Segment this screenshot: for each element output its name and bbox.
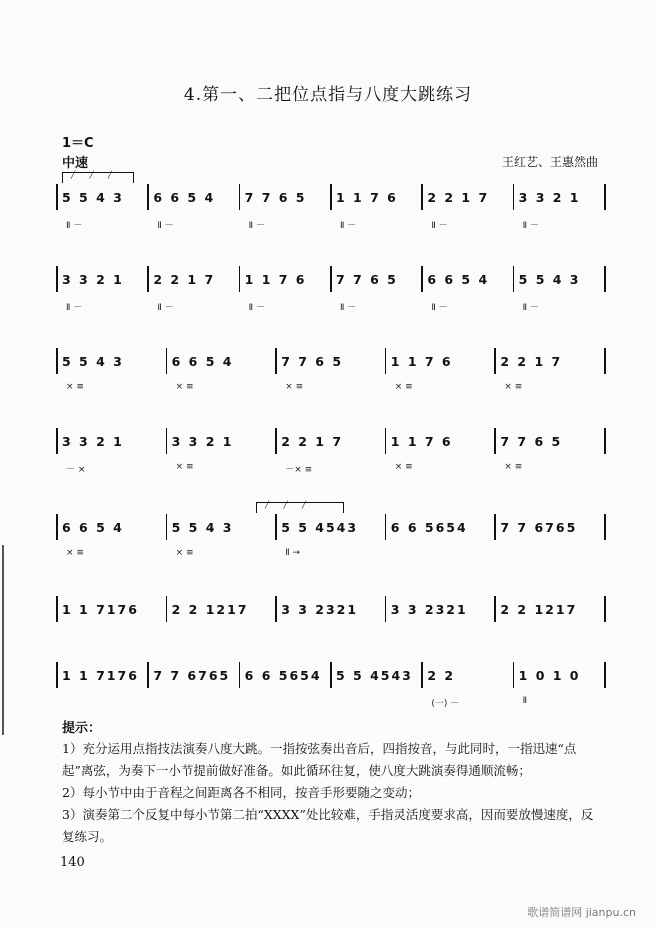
bar-line: [239, 662, 241, 688]
measure: 5 5 4543: [281, 520, 359, 535]
fingering-mark: Ⅱ: [522, 696, 528, 706]
measure: 5 5 4 3: [171, 520, 234, 535]
bar-line: [604, 514, 606, 540]
bar-line: [330, 662, 332, 688]
fingering-row: [56, 300, 604, 314]
measure: 3 3 2321: [390, 602, 468, 617]
bar-line: [385, 428, 387, 454]
measure: 5 5 4 3: [518, 272, 581, 287]
fingering-row: [56, 382, 604, 396]
bar-line: [421, 266, 423, 292]
fingering-mark: × ≡: [66, 548, 84, 558]
measure: 2 2 1 7: [500, 354, 563, 369]
fingering-row: [56, 218, 604, 232]
fingering-mark: × ≡: [175, 462, 194, 472]
bar-line: [56, 428, 58, 454]
staff-line: [56, 178, 604, 248]
measure: 2 2: [427, 668, 456, 683]
bar-line: [239, 184, 241, 210]
measure: 3 3 2 1: [518, 190, 581, 205]
bar-line: [166, 348, 168, 374]
fingering-mark: [330, 696, 421, 710]
bar-line: [421, 184, 423, 210]
fingering-mark: × ≡: [394, 462, 413, 472]
bar-line: [604, 348, 606, 374]
measure: 7 7 6765: [500, 520, 578, 535]
fingering-mark: [275, 630, 385, 644]
bar-line: [275, 514, 277, 540]
measure: 6 6 5 4: [62, 520, 124, 535]
fingering-mark: Ⅱ －: [66, 221, 83, 231]
measure: 2 2 1217: [500, 602, 578, 617]
fingering-mark: Ⅱ －: [66, 303, 83, 313]
fingering-mark: Ⅱ －: [339, 221, 357, 231]
composer-credit: 王红艺、王惠然曲: [501, 155, 598, 169]
measure: 6 6 5654: [390, 520, 468, 535]
bar-line: [275, 348, 277, 374]
fingering-row: [56, 462, 604, 476]
bar-line: [604, 266, 606, 292]
fingering-mark: Ⅱ －: [431, 303, 448, 313]
fingering-mark: Ⅱ －: [248, 303, 265, 313]
tip-3: 3）演奏第二个反复中每小节第二拍“XXXX”处比较难，手指灵活度要求高，因而要放慢速度，反复练习。: [62, 807, 594, 844]
bar-line: [330, 184, 332, 210]
measure: 3 3 2 1: [62, 272, 124, 287]
bar-line: [494, 348, 496, 374]
measure: 5 5 4 3: [62, 190, 124, 205]
fingering-mark: Ⅱ －: [157, 221, 174, 231]
fingering-mark: Ⅱ －: [522, 221, 539, 231]
measure: 7 7 6 5: [281, 354, 344, 369]
measure: 2 2 1217: [171, 602, 249, 617]
slur-bracket: [62, 172, 134, 183]
measure: 1 0 1 0: [518, 668, 581, 683]
bar-line: [275, 596, 277, 622]
fingering-mark: Ⅱ －: [157, 303, 174, 313]
fingering-mark: －× ≡: [285, 465, 313, 475]
measure: 1 1 7 6: [390, 354, 453, 369]
bar-line: [494, 428, 496, 454]
fingering-mark: [239, 696, 330, 710]
bar-line: [147, 266, 149, 292]
bar-line: [494, 596, 496, 622]
fingering-mark: [56, 696, 147, 710]
fingering-mark: [147, 696, 238, 710]
measure: 2 2 1 7: [427, 190, 490, 205]
bar-line: [166, 428, 168, 454]
bar-line: [56, 662, 58, 688]
staff-line: [56, 508, 604, 578]
bar-line: [385, 514, 387, 540]
bar-line: [513, 266, 515, 292]
measure: 6 6 5 4: [171, 354, 234, 369]
fingering-row: [56, 630, 604, 644]
fingering-mark: [494, 630, 604, 644]
measure: 7 7 6765: [153, 668, 231, 683]
fingering-row: [56, 548, 604, 562]
fingering-row: [56, 696, 604, 710]
fingering-mark: [494, 548, 604, 562]
staff-line: [56, 422, 604, 492]
bar-line: [494, 514, 496, 540]
bar-line: [513, 184, 515, 210]
measure: 7 7 6 5: [500, 434, 563, 449]
fingering-mark: × ≡: [175, 548, 194, 558]
fingering-mark: × ≡: [394, 382, 413, 392]
fingering-mark: Ⅱ →: [285, 548, 301, 558]
staff-line: [56, 342, 604, 412]
measure: 6 6 5 4: [427, 272, 490, 287]
tempo-marking: 中速: [62, 156, 89, 171]
measure: 6 6 5 4: [153, 190, 216, 205]
bar-line: [239, 266, 241, 292]
bar-line: [385, 348, 387, 374]
bar-line: [385, 596, 387, 622]
bar-line: [147, 662, 149, 688]
measure: 1 1 7 6: [390, 434, 453, 449]
fingering-mark: Ⅱ －: [339, 303, 357, 313]
bar-line: [604, 662, 606, 688]
measure: 1 1 7 6: [335, 190, 398, 205]
fingering-mark: [385, 548, 495, 562]
bar-line: [604, 184, 606, 210]
fingering-mark: × ≡: [285, 382, 304, 392]
measure: 3 3 2321: [281, 602, 359, 617]
staff-line: [56, 260, 604, 330]
measure: 3 3 2 1: [171, 434, 234, 449]
fingering-mark: × ≡: [504, 382, 523, 392]
tip-2: 2）每小节中由于音程之间距离各不相同，按音手形要随之变动；: [62, 785, 420, 800]
measure: 5 5 4 3: [62, 354, 124, 369]
bar-line: [513, 662, 515, 688]
bar-line: [56, 348, 58, 374]
bar-line: [166, 596, 168, 622]
bar-line: [56, 596, 58, 622]
fingering-mark: × ≡: [66, 382, 84, 392]
staff-line: [56, 590, 604, 660]
fingering-mark: Ⅱ －: [522, 303, 539, 313]
measure: 2 2 1 7: [153, 272, 216, 287]
tip-1: 1）充分运用点指技法演奏八度大跳。一指按弦奏出音后，四指按音，与此同时，一指迅速“点起”离弦，为奏下一小节提前做好准备。如此循环往复，使八度大跳演奏得通顺流畅；: [62, 741, 577, 778]
fingering-mark: － ×: [66, 465, 86, 475]
fingering-mark: × ≡: [175, 382, 194, 392]
staff-line: [56, 656, 604, 726]
measure: 1 1 7176: [62, 602, 139, 617]
measure: 6 6 5654: [244, 668, 322, 683]
fingering-mark: [56, 630, 166, 644]
bar-line: [56, 514, 58, 540]
measure: 5 5 4543: [335, 668, 413, 683]
tips-heading: 提示：: [62, 721, 102, 736]
fingering-mark: Ⅱ －: [248, 221, 265, 231]
measure: 1 1 7 6: [244, 272, 307, 287]
slur-bracket: [256, 502, 344, 513]
fingering-mark: [385, 630, 495, 644]
bar-line: [604, 596, 606, 622]
measure: 7 7 6 5: [244, 190, 307, 205]
fingering-mark: Ⅱ －: [431, 221, 448, 231]
margin-line: [2, 545, 4, 735]
bar-line: [147, 184, 149, 210]
fingering-mark: [166, 630, 276, 644]
fingering-mark: (一) －: [431, 699, 460, 709]
measure: 3 3 2 1: [62, 434, 124, 449]
bar-line: [56, 184, 58, 210]
key-signature: 1＝C: [62, 136, 94, 151]
watermark: 歌谱简谱网 jianpu.cn: [527, 906, 636, 919]
fingering-mark: × ≡: [504, 462, 523, 472]
measure: 2 2 1 7: [281, 434, 344, 449]
bar-line: [166, 514, 168, 540]
bar-line: [421, 662, 423, 688]
measure: 7 7 6 5: [335, 272, 398, 287]
page-title: 4.第一、二把位点指与八度大跳练习: [183, 85, 473, 105]
measure: 1 1 7176: [62, 668, 139, 683]
page-number: 140: [60, 855, 85, 870]
bar-line: [56, 266, 58, 292]
bar-line: [275, 428, 277, 454]
bar-line: [330, 266, 332, 292]
bar-line: [604, 428, 606, 454]
